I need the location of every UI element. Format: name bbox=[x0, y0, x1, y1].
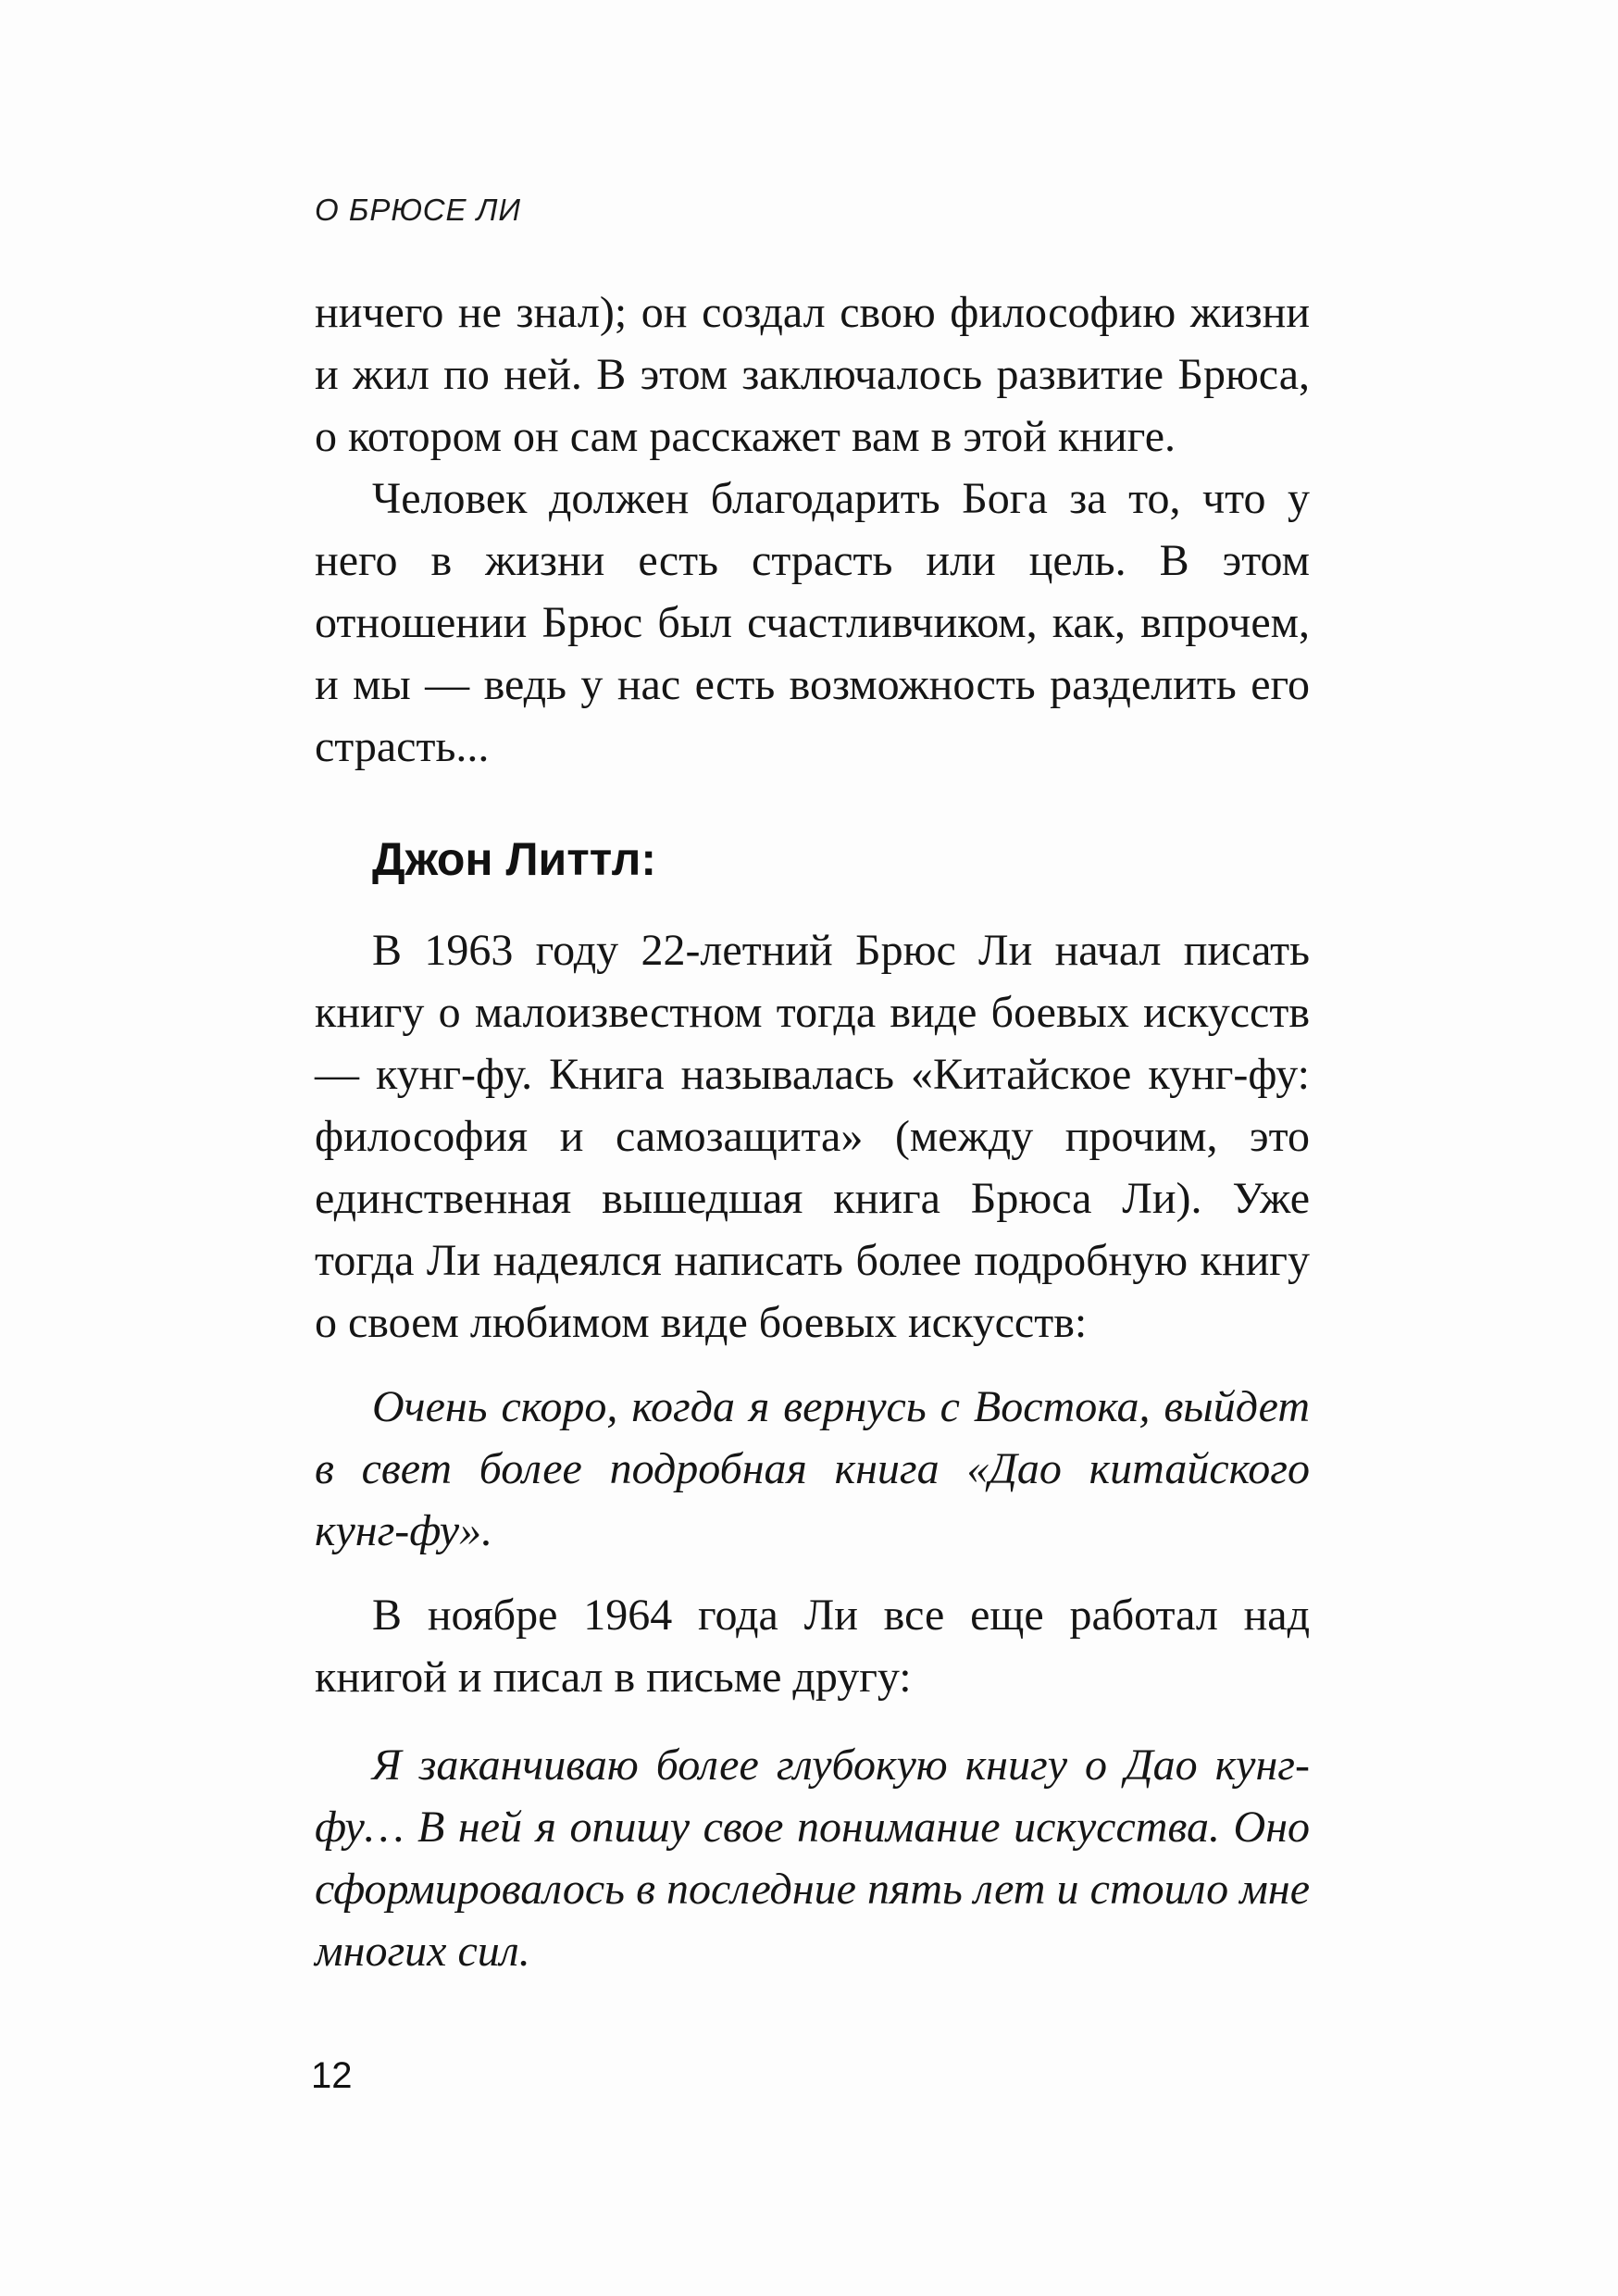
page-number: 12 bbox=[311, 2055, 353, 2096]
paragraph-passion: Человек должен благодарить Бога за то, что у него в жизни есть страсть или цель. В этом отношении Брюс был счастливчиком, как, впрочем, и мы — ведь у нас есть возможность разделить его страсть... bbox=[315, 474, 1310, 771]
paragraph-intro: ничего не знал); он создал свою философию жизни и жил по ней. В этом заключалось развитие Брюса, о котором он сам расскажет вам в этой книге. bbox=[315, 288, 1310, 461]
running-head: О БРЮСЕ ЛИ bbox=[315, 193, 521, 227]
section-heading: Джон Литтл: bbox=[372, 833, 657, 885]
paragraph-letter: В ноябре 1964 года Ли все еще работал над книгой и писал в письме другу: bbox=[315, 1591, 1310, 1702]
quote-first: Очень скоро, когда я вернусь с Востока, выйдет в свет более подробная книга «Дао китайского кунг-фу». bbox=[315, 1382, 1310, 1555]
paragraph-book-history: В 1963 году 22-летний Брюс Ли начал писать книгу о малоизвестном тогда виде боевых искусств — кунг-фу. Книга называлась «Китайское кунг-фу: философия и самозащита» (между прочим, это единственная вышедшая книга Брюса Ли). Уже тогда Ли надеялся написать более подробную книгу о своем любимом виде боевых искусств: bbox=[315, 926, 1310, 1347]
quote-second: Я заканчиваю более глубокую книгу о Дао кунг-фу… В ней я опишу свое понимание искусства. Оно сформировалось в последние пять лет и стоило мне многих сил. bbox=[315, 1741, 1310, 1976]
body-text bbox=[315, 281, 1310, 2004]
